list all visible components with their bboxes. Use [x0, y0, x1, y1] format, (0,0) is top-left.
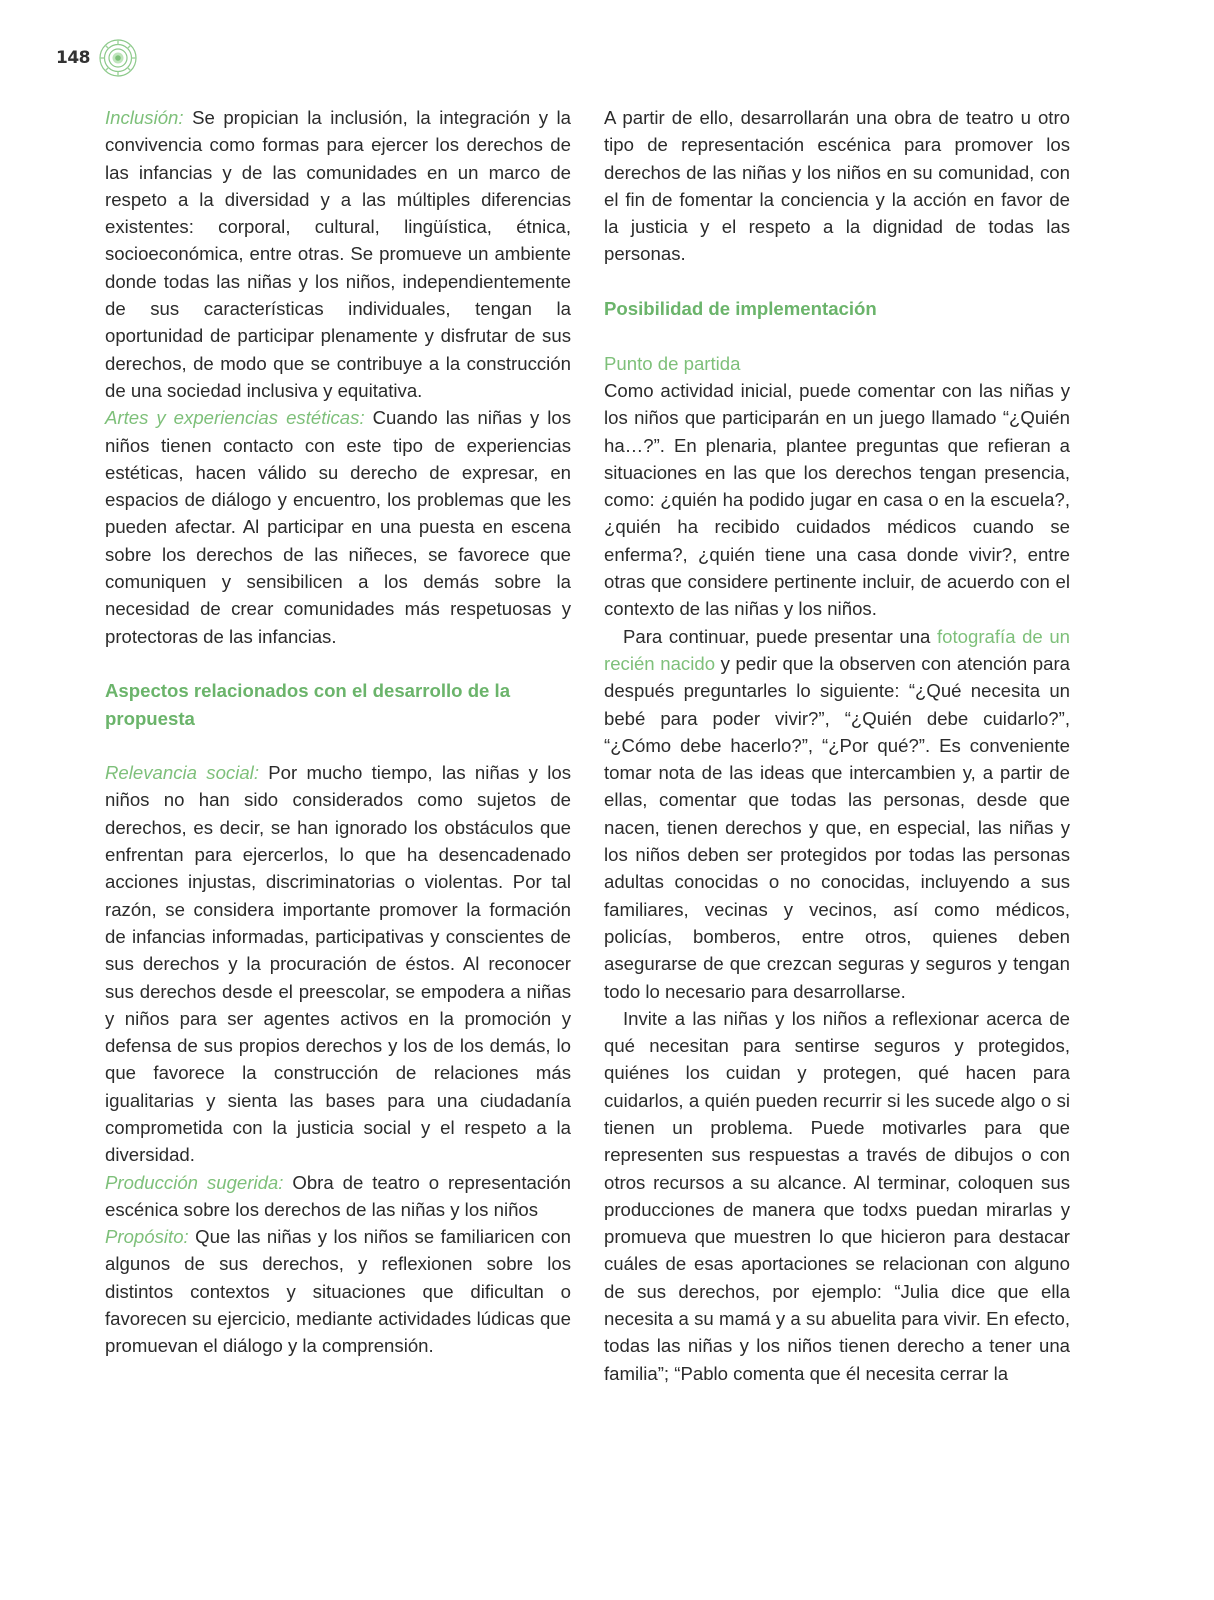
term-label: Producción sugerida:	[105, 1171, 284, 1193]
right-column	[604, 104, 1070, 1387]
subheading-starting-point: Punto de partida	[604, 352, 741, 374]
photo-link[interactable]: fotografía de un recién nacido	[604, 625, 1071, 674]
paragraph-photo-activity	[604, 623, 1070, 1005]
paragraph-text: y pedir que la observen con atención para después preguntarles lo siguiente: “¿Qué necesita un bebé para poder vivir?”, “¿Quién debe cuidarlo?”, “¿Cómo debe hacerlo?”, “¿Por qué?”. Es conveniente tomar nota de las ideas que intercambien y, a partir de ellas, comentar que todas las personas, desde que nacen, tienen derechos y que, en especial, las niñas y los niños deben ser protegidos por todas las personas adultas conocidas o no conocidas, incluyendo a sus familiares, vecinas y vecinos, así como médicos, policías, bomberos, entre otros, quienes deben asegurarse de que crezcan seguras y seguros y tengan todo lo necesario para desarrollarse.	[604, 652, 1070, 1002]
spacer	[604, 268, 1070, 295]
paragraph-suggested-production	[105, 1169, 571, 1224]
paragraph-text: Para continuar, puede presentar una	[623, 625, 937, 647]
paragraph-purpose	[105, 1223, 571, 1359]
paragraph-reflection: Invite a las niñas y los niños a reflexionar acerca de qué necesitan para sentirse seguros y protegidos, quiénes los cuidan y protegen, qué hacen para cuidarlos, a quién pueden recurrir si les sucede algo o si tienen un problema. Puede motivarles para que representen sus respuestas a través de dibujos o con otros recursos a su alcance. Al terminar, coloquen sus producciones de manera que todxs puedan mirarlas y promueva que muestren lo que hicieron para destacar cuáles de esas aportaciones se relacionan con alguno de sus derechos, por ejemplo: “Julia dice que ella necesita a su mamá y a su abuelita para vivir. En efecto, todas las niñas y los niños tienen derecho a tener una familia”; “Pablo comenta que él necesita cerrar la	[604, 1007, 1070, 1384]
paragraph-text: Se propician la inclusión, la integración y la convivencia como formas para ejercer los derechos de las infancias y de las comunidades en un marco de respeto a la diversidad y a las múltiples diferencias existentes: corporal, cultural, lingüística, étnica, socioeconómica, entre otras. Se promueve un ambiente donde todas las niñas y los niños, independientemente de sus características individuales, tengan la oportunidad de participar plenamente y disfrutar de sus derechos, de modo que se contribuye a la construcción de una sociedad inclusiva y equitativa.	[105, 107, 571, 401]
page-header	[56, 40, 138, 76]
section-heading-aspects: Aspectos relacionados con el desarrollo de la propuesta	[105, 680, 511, 729]
term-label: Artes y experiencias estéticas:	[105, 407, 365, 429]
paragraph-text: Por mucho tiempo, las niñas y los niños no han sido considerados como sujetos de derechos, es decir, se han ignorado los obstáculos que enfrentan para ejercerlos, lo que ha desencadenado acciones injustas, discriminatorias o violentas. Por tal razón, se considera importante promover la formación de infancias informadas, participativas y conscientes de sus derechos y la procuración de éstos. Al reconocer sus derechos desde el preescolar, se empodera a niñas y niños para ser agentes activos en la promoción y defensa de sus propios derechos y los de los demás, lo que favorece la construcción de relaciones más igualitarias y sienta las bases para una ciudadanía comprometida con la justicia social y el respeto a la diversidad.	[105, 762, 571, 1166]
paragraph-initial-activity: Como actividad inicial, puede comentar con las niñas y los niños que participarán en un juego llamado “¿Quién ha…?”. En plenaria, plantee preguntas que refieran a situaciones en las que los derechos tengan presencia, como: ¿quién ha podido jugar en casa o en la escuela?, ¿quién ha recibido cuidados médicos cuando se enferma?, ¿quién tiene una casa donde vivir?, entre otras que considere pertinente incluir, de acuerdo con el contexto de las niñas y los niños.	[604, 379, 1070, 620]
term-label: Propósito:	[105, 1226, 189, 1248]
page-number: 148	[56, 48, 90, 68]
paragraph-text: Obra de teatro o representación escénica sobre los derechos de las niñas y los niños	[105, 1171, 571, 1220]
green-sun-mandala-icon	[98, 38, 138, 78]
left-column	[105, 104, 571, 1360]
spacer	[105, 650, 571, 677]
term-label: Inclusión:	[105, 107, 184, 128]
section-heading-implementation: Posibilidad de implementación	[604, 298, 877, 320]
paragraph-arts	[105, 404, 571, 650]
paragraph-text: Cuando las niñas y los niños tienen contacto con este tipo de experiencias estéticas, hacen válido su derecho de expresar, en espacios de diálogo y encuentro, los problemas que les pueden afectar. Al participar en una puesta en escena sobre los derechos de las niñeces, se favorece que comuniquen y sensibilicen a los demás sobre la necesidad de crear comunidades más respetuosas y protectoras de las infancias.	[105, 407, 571, 647]
paragraph-text: Que las niñas y los niños se familiaricen con algunos de sus derechos, y reflexionen sobre los distintos contextos y situaciones que dificultan o favorecen su ejercicio, mediante actividades lúdicas que promuevan el diálogo y la comprensión.	[105, 1226, 571, 1357]
spacer	[604, 322, 1070, 349]
paragraph-inclusion	[105, 104, 571, 404]
paragraph-social-relevance	[105, 759, 571, 1168]
spacer	[105, 732, 571, 759]
term-label: Relevancia social:	[105, 762, 259, 784]
paragraph-intro: A partir de ello, desarrollarán una obra de teatro u otro tipo de representación escénica para promover los derechos de las niñas y los niños en su comunidad, con el fin de fomentar la conciencia y la acción en favor de la justicia y el respeto a la dignidad de todas las personas.	[604, 107, 1070, 265]
